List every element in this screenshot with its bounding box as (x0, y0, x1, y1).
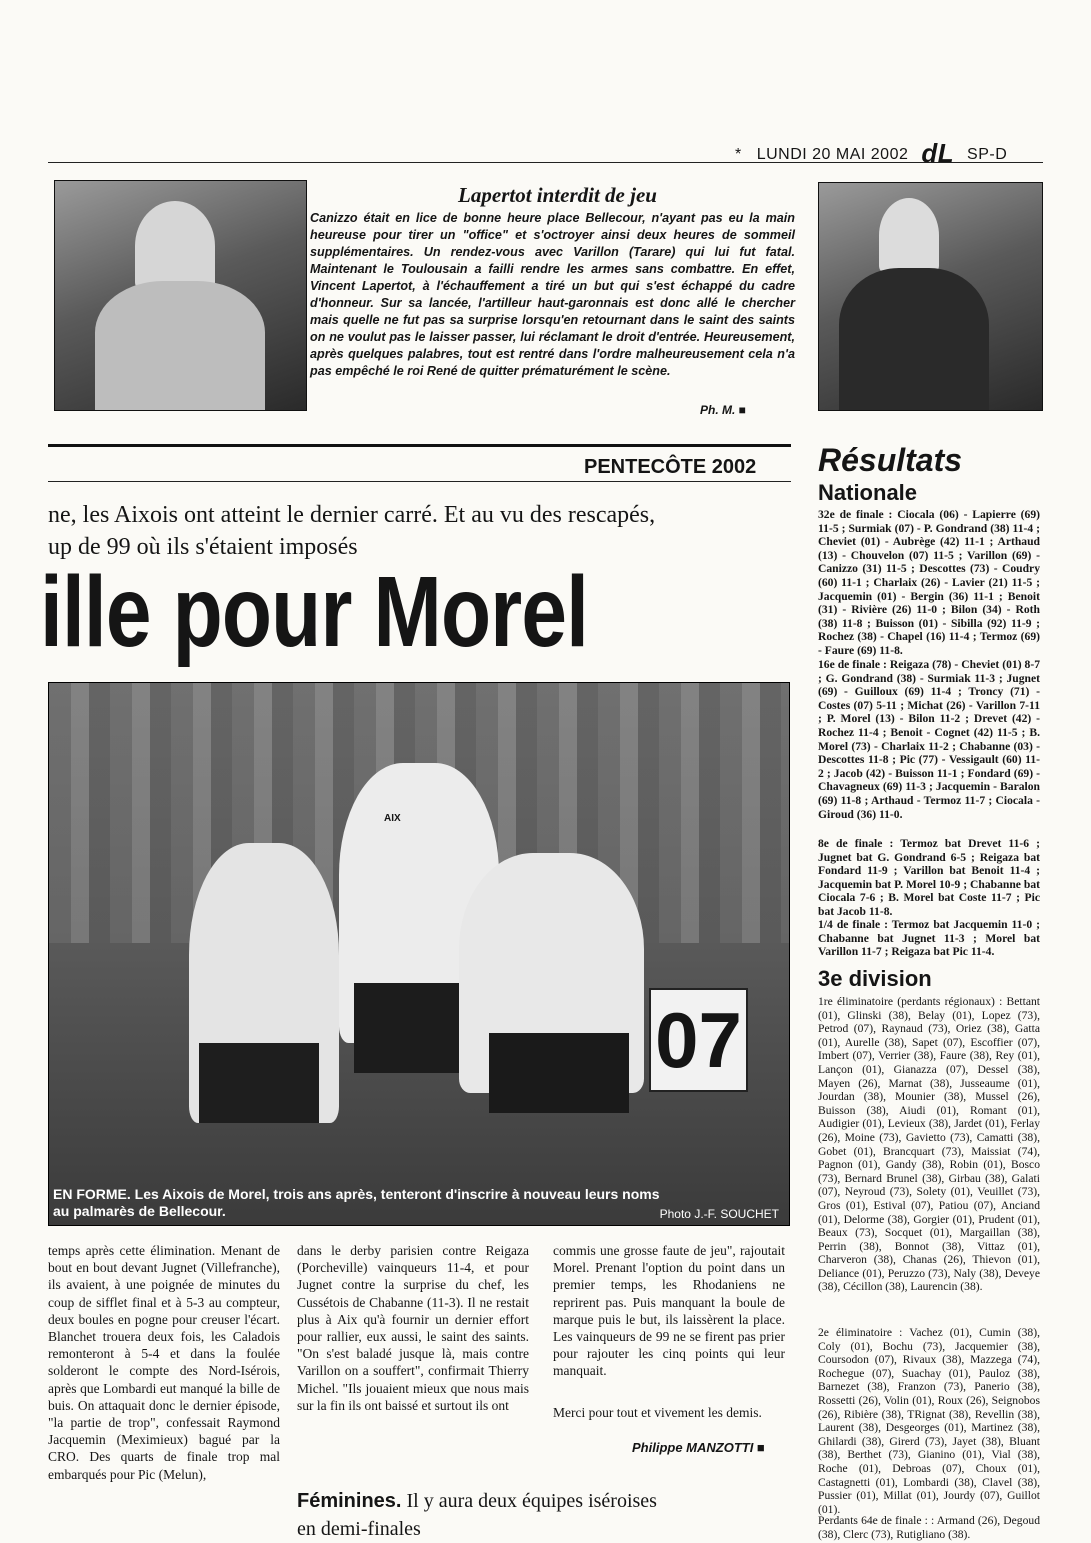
feminines-teaser (297, 1490, 657, 1513)
results-division-2: 2e éliminatoire : Vachez (01), Cumin (38), Coly (01), Bochu (73), Jacquemier (38), Coursodon (07), Rivaux (38), Mazzega (74), Rochegue (07), Suachay (01), Pauloz (38), Barnezet (38), Franzon (73), Panerio (38), Rossetti (26), Volin (01), Roux (26), Seignobos (26), Ribière (38), TRignat (38), Revellin (38), Laurent (38), Desgeorges (01), Martinez (38), Ghilardi (38), Girerd (73), Jayet (38), Bluant (38), Berthet (73), Gianino (01), Vial (38), Roche (01), Debroas (07), Choux (01), Castagnetti (01), Lombardi (38), Clavel (38), Pussier (01), Millat (01), Jourdy (07), Guillot (01). (818, 1326, 1040, 1516)
shirt-logo: AIX (384, 813, 401, 824)
photo-credit: Photo J.-F. SOUCHET (659, 1207, 779, 1221)
feminines-text-1: Il y aura deux équipes iséroises (401, 1490, 657, 1512)
player-figure (135, 201, 215, 291)
sidebar-title: Lapertot interdit de jeu (458, 183, 657, 207)
player-left-shorts (199, 1043, 319, 1123)
caption-line-2: au palmarès de Bellecour. (53, 1203, 226, 1219)
caption-line-1: Les Aixois de Morel, trois ans après, tenteront d'inscrire à nouveau leurs noms (130, 1186, 660, 1202)
results-division-3: Perdants 64e de finale : : Armand (26), Degoud (38), Clerc (73), Rutigliano (38). (818, 1514, 1040, 1541)
newspaper-logo: dL (921, 138, 955, 168)
section-rule-top (48, 444, 791, 447)
feminines-label: Féminines. (297, 1490, 402, 1512)
results-division-1: 1re éliminatoire (perdants régionaux) : Bettant (01), Glinski (38), Belay (01), Lopez (73), Petrod (07), Raynaud (73), Oriez (38), Gatta (01), Aurelle (38), Sapet (07), Escoffier (07), Imbert (07), Verrier (38), Faure (38), Rey (01), Lançon (01), Gianazza (07), Dessel (38), Mayen (26), Marnat (38), Jusseaume (01), Jourdan (38), Mounier (38), Mussel (26), Buisson (38), Aiudi (01), Romant (01), Audigier (01), Levieux (38), Jardet (01), Ferlay (26), Moine (73), Gavietto (73), Camatti (38), Gobet (01), Brancquart (73), Maissiat (74), Pagnon (01), Gandy (38), Robin (01), Bosco (73), Bernard Brunel (38), Girbau (38), Galati (07), Neyroud (73), Solety (01), Veuillet (73), Gros (01), Estival (07), Patiou (07), Anciand (01), Delorme (38), Gorgier (01), Prudent (01), Beaux (73), Socquet (01), Margaillan (38), Perrin (38), Bonnot (38), Vittaz (01), Charveron (38), Chanas (26), Thievon (01), Deliance (01), Peruzzo (73), Naly (38), Deveye (38), Cécillon (38), Laurencin (38). (818, 995, 1040, 1294)
results-nationale-16: 16e de finale : Reigaza (78) - Cheviet (01) 8-7 ; G. Gondrand (38) - Surmiak 11-3 ; Jugnet (69) - Guilloux (69) 11-4 ; Troncy (71) - Costes (07) 5-11 ; Michat (26) - Varillon 7-11 ; P. Morel (13) - Bilon 11-2 ; Drevet (42) - Rochez 11-4 ; Benoit - Cognet (42) 11-5 ; B. Morel (73) - Charlaix 11-2 ; Chabanne (03) - Descottes 11-8 ; Pic (77) - Vessigault (60) 11-2 ; Jacob (42) - Buisson 11-1 ; Fondard (69) - Chavagneux (69) 11-3 ; Jacquemin - Baralon (69) 11-8 ; Arthaud - Termoz 11-7 ; Ciocala - Giroud (36) 11-0. (818, 658, 1040, 821)
top-rule (48, 162, 1043, 163)
caption-lead: EN FORME. (53, 1186, 131, 1202)
results-nationale-8: 8e de finale : Termoz bat Drevet 11-6 ; Jugnet bat G. Gondrand 6-5 ; Reigaza bat Fondard 11-9 ; Varillon bat Benoit 11-4 ; Jacquemin bat P. Morel 10-9 ; Chabanne bat Ciocala 7-6 ; B. Morel bat Coste 11-7 ; Pic bat Jacob 11-8. (818, 837, 1040, 918)
results-nationale: Nationale (818, 480, 918, 505)
section-rule-bottom (48, 481, 791, 482)
results-nationale-4: 1/4 de finale : Termoz bat Jacquemin 11-0 ; Chabanne bat Jugnet 11-3 ; Morel bat Varillon 11-7 ; Reigaza bat Pic 11-4. (818, 918, 1040, 959)
player-right-shorts (489, 1033, 629, 1113)
sidebar-body: Canizzo était en lice de bonne heure place Bellecour, n'ayant pas eu la main heureuse pour tirer un "office" et s'octroyer ainsi deux heures de sommeil supplémentaires. Un rendez-vous avec Varillon (Tarare) qui lui fut fatal. Maintenant le Toulousain a failli rendre les armes sans combattre. En effet, Vincent Lapertot, à l'échauffement a tiré un but qui s'est échappé du cadre d'honneur. Sur sa lancée, l'artilleur haut-garonnais est donc allé le chercher mais quelle ne fut pas sa surprise lorsqu'en retournant dans le saint des saints on ne voulut pas le laisser passer, lui réclamant le droit d'entrée. Heureusement, après quelques palabres, tout est rentré dans l'ordre malheureusement cela n'a pas empêché le roi René de quitter prématurément le scène. (310, 211, 795, 378)
article-signature: Philippe MANZOTTI ■ (632, 1440, 765, 1455)
player-shirt (95, 281, 265, 410)
main-photo (48, 682, 790, 1226)
player-jacket (839, 268, 989, 410)
score-board: 07 (649, 988, 748, 1092)
article-column-3: commis une grosse faute de jeu", rajoutait Morel. Prenant l'option du point dans un premier temps, les Rhodaniens ne reprirent pas. Puis manquant la boule de marque puis le but, ils laissèrent la place. Les vainqueurs de 99 ne se firent pas prier pour rajouter les cinq points qui leur manquait. (553, 1243, 785, 1379)
deck-line-1: ne, les Aixois ont atteint le dernier carré. Et au vu des rescapés, (48, 502, 656, 528)
article-column-3-end: Merci pour tout et vivement les demis. (553, 1405, 762, 1420)
masthead-date: LUNDI 20 MAI 2002 (756, 146, 909, 163)
player-figure (879, 198, 939, 273)
article-column-2: dans le derby parisien contre Reigaza (Porcheville) vainqueurs 11-4, et pour Jugnet contre la surprise du chef, les Cussétois de Chabanne (11-3). Il ne restait plus à Aix qu'à fournir un dernier effort pour rallier, eux aussi, le saint des saints. "On s'est baladé jusque là, mais contre Varillon on a souffert", confirmait Thierry Michel. "Ils jouaient mieux que nous mais sur la fin ils ont baissé et surtout ils ont (297, 1243, 529, 1413)
player-portrait-right (818, 182, 1043, 411)
section-label: PENTECÔTE 2002 (584, 456, 757, 478)
results-title: Résultats (818, 442, 963, 478)
deck-line-2: up de 99 où ils s'étaient imposés (48, 534, 358, 560)
article-column-1: temps après cette élimination. Menant de bout en bout devant Jugnet (Villefranche), ils avaient, à une poignée de minutes du coup de sifflet final et à 5-3 au compteur, deux boules en pogne pour creuser l'écart. Blanchet trouera deux fois, les Caladois remonteront à 5-4 et dans la foulée solderont le compte des Nord-Isérois, après que Lombardi eut manqué la bille de buis. On attaquait donc le dernier épisode, "la partie de trop", confessait Raymond Jacquemin (Meximieux) bagué par la CRO. Des quarts de finale trop mal embarqués pour Pic (Melun), (48, 1243, 280, 1482)
results-nationale-32: 32e de finale : Ciocala (06) - Lapierre (69) 11-5 ; Surmiak (07) - P. Gondrand (38) 11-4 ; Cheviet (01) - Aubrège (42) 11-1 ; Arthaud (13) - Chouvelon (07) 11-5 ; Varillon (69) - Canizzo (31) 11-5 ; Descottes (73) - Coudry (60) 11-1 ; Charlaix (26) - Lavier (21) 11-5 ; Jacquemin (01) - Bergin (36) 11-1 ; Benoit (31) - Rivière (26) 11-0 ; Bilon (34) - Roth (38) 11-8 ; Buisson (01) - Sibilla (92) 11-9 ; Rochez (38) - Chapel (16) 11-4 ; Termoz (69) - Faure (69) 11-8. (818, 508, 1040, 657)
masthead-star: * (735, 146, 742, 163)
player-portrait-left (54, 180, 307, 411)
headline: ille pour Morel (40, 556, 589, 668)
results-division: 3e division (818, 966, 932, 991)
masthead-edition: SP-D (967, 146, 1008, 163)
photo-caption (53, 1186, 660, 1220)
sidebar-signature: Ph. M. ■ (700, 403, 746, 417)
feminines-text-2: en demi-finales (297, 1518, 421, 1540)
